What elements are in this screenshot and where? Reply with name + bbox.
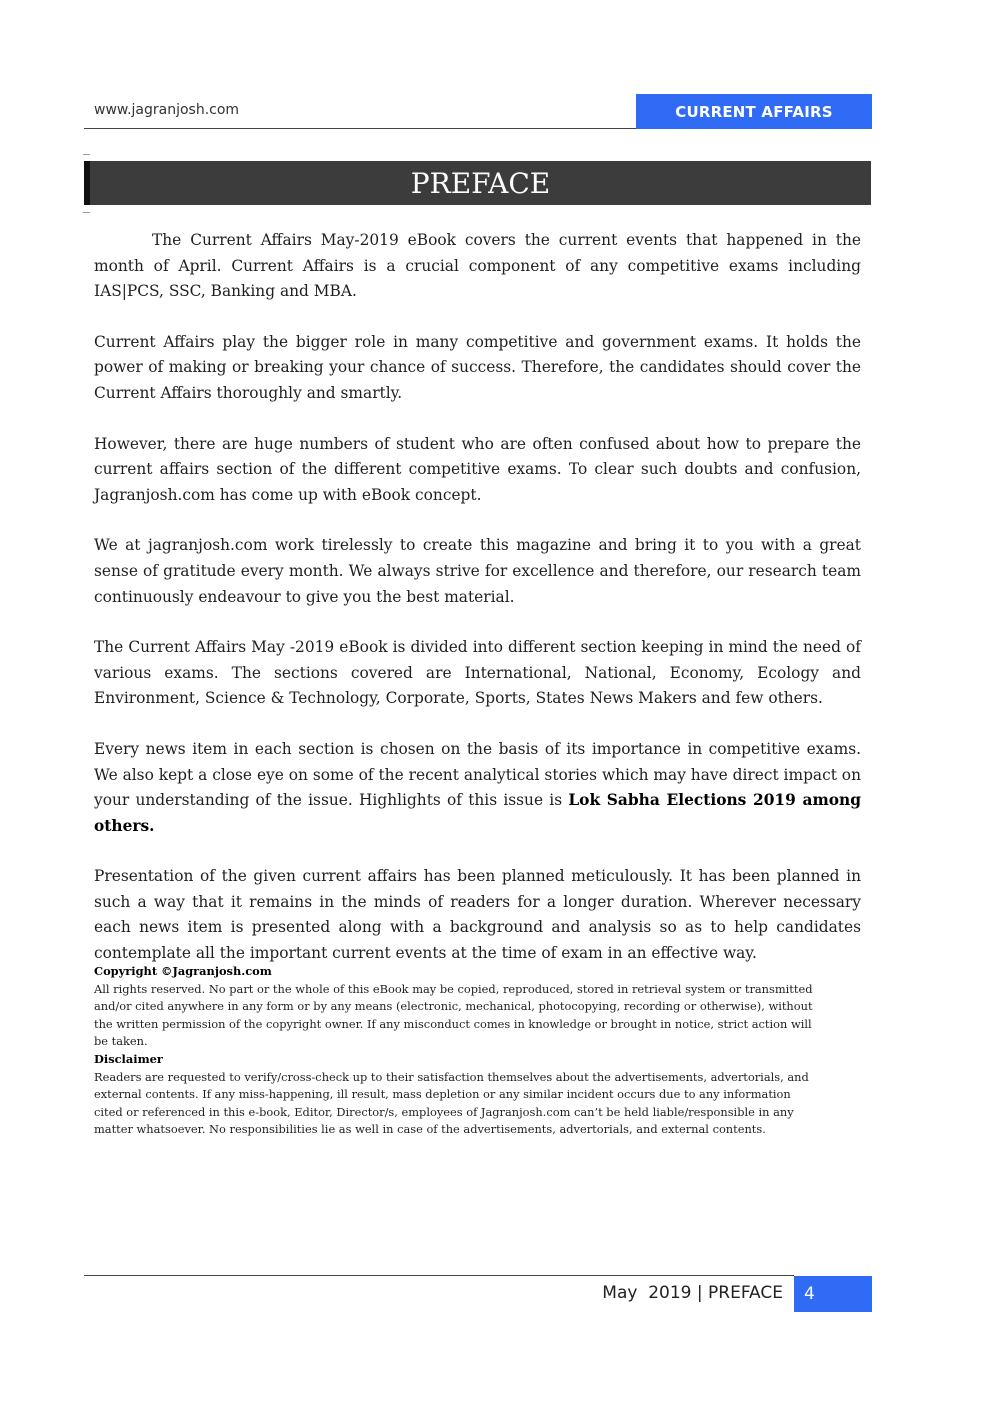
legal-notice [94,963,814,1139]
preface-body [94,228,861,992]
paragraph-7: Presentation of the given current affairs has been planned meticulously. It has been planned in such a way that it remains in the minds of readers for a longer duration. Wherever necessary each news item is presented along with a background and analysis so as to help candidates contemplate all the important current events at the time of exam in an effective way. [94,867,861,963]
disclaimer-heading: Disclaimer [94,1051,163,1066]
header-section-tag: CURRENT AFFAIRS [636,94,872,129]
paragraph-6-text: Every news item in each section is chosen on the basis of its importance in competitive exams. We also kept a close eye on some of the recent analytical stories which may have direct impact on your understanding of the issue. Highlights of this issue is [94,739,861,810]
page-title: PREFACE [410,166,551,200]
header-website-url: www.jagranjosh.com [94,102,240,118]
copyright-text: All rights reserved. No part or the whole of this eBook may be copied, reproduced, stored in retrieval system or transmitted and/or cited anywhere in any form or by any means (electronic, mechanical, photocopying, recording or otherwise), without the written permission of the copyright owner. If any misconduct comes in knowledge or brought in notice, strict action will be taken. [94,981,813,1049]
disclaimer-text: Readers are requested to verify/cross-check up to their satisfaction themselves about the advertisements, advertorials, and external contents. If any miss-happening, ill result, mass depletion or any similar incident occurs due to any information cited or referenced in this e-book, Editor, Director/s, employees of Jagranjosh.com can’t be held liable/responsible in any matter whatsoever. No responsibilities lie as well in case of the advertisements, advertorials, and external contents. [94,1069,809,1137]
page-number: 4 [794,1276,872,1312]
header-divider [84,128,636,129]
footer-label: May 2019 | PREFACE [602,1283,783,1303]
paragraph-3: However, there are huge numbers of student who are often confused about how to prepare the current affairs section of the different competitive exams. To clear such doubts and confusion, Jagranjosh.com has come up with eBook concept. [94,434,861,504]
title-bar-edge-bottom [83,212,90,213]
paragraph-6-highlight: Lok Sabha Elections 2019 among others. [94,791,862,835]
paragraph-5: The Current Affairs May -2019 eBook is divided into different section keeping in mind the need of various exams. The sections covered are International, National, Economy, Ecology and Environment, Science & Technology, Corporate, Sports, States News Makers and few others. [94,638,861,708]
paragraph-1: The Current Affairs May-2019 eBook covers the current events that happened in the month of April. Current Affairs is a crucial component of any competitive exams including IAS|PCS, SSC, Banking and MBA. [94,231,861,301]
title-bar-edge-top [83,154,90,155]
paragraph-6 [94,737,861,839]
paragraph-4: We at jagranjosh.com work tirelessly to create this magazine and bring it to you with a great sense of gratitude every month. We always strive for excellence and therefore, our research team continuously endeavour to give you the best material. [94,536,861,606]
footer-divider [84,1275,794,1276]
paragraph-2: Current Affairs play the bigger role in many competitive and government exams. It holds the power of making or breaking your chance of success. Therefore, the candidates should cover the Current Affairs thoroughly and smartly. [94,332,861,402]
copyright-heading: Copyright ©Jagranjosh.com [94,964,272,978]
